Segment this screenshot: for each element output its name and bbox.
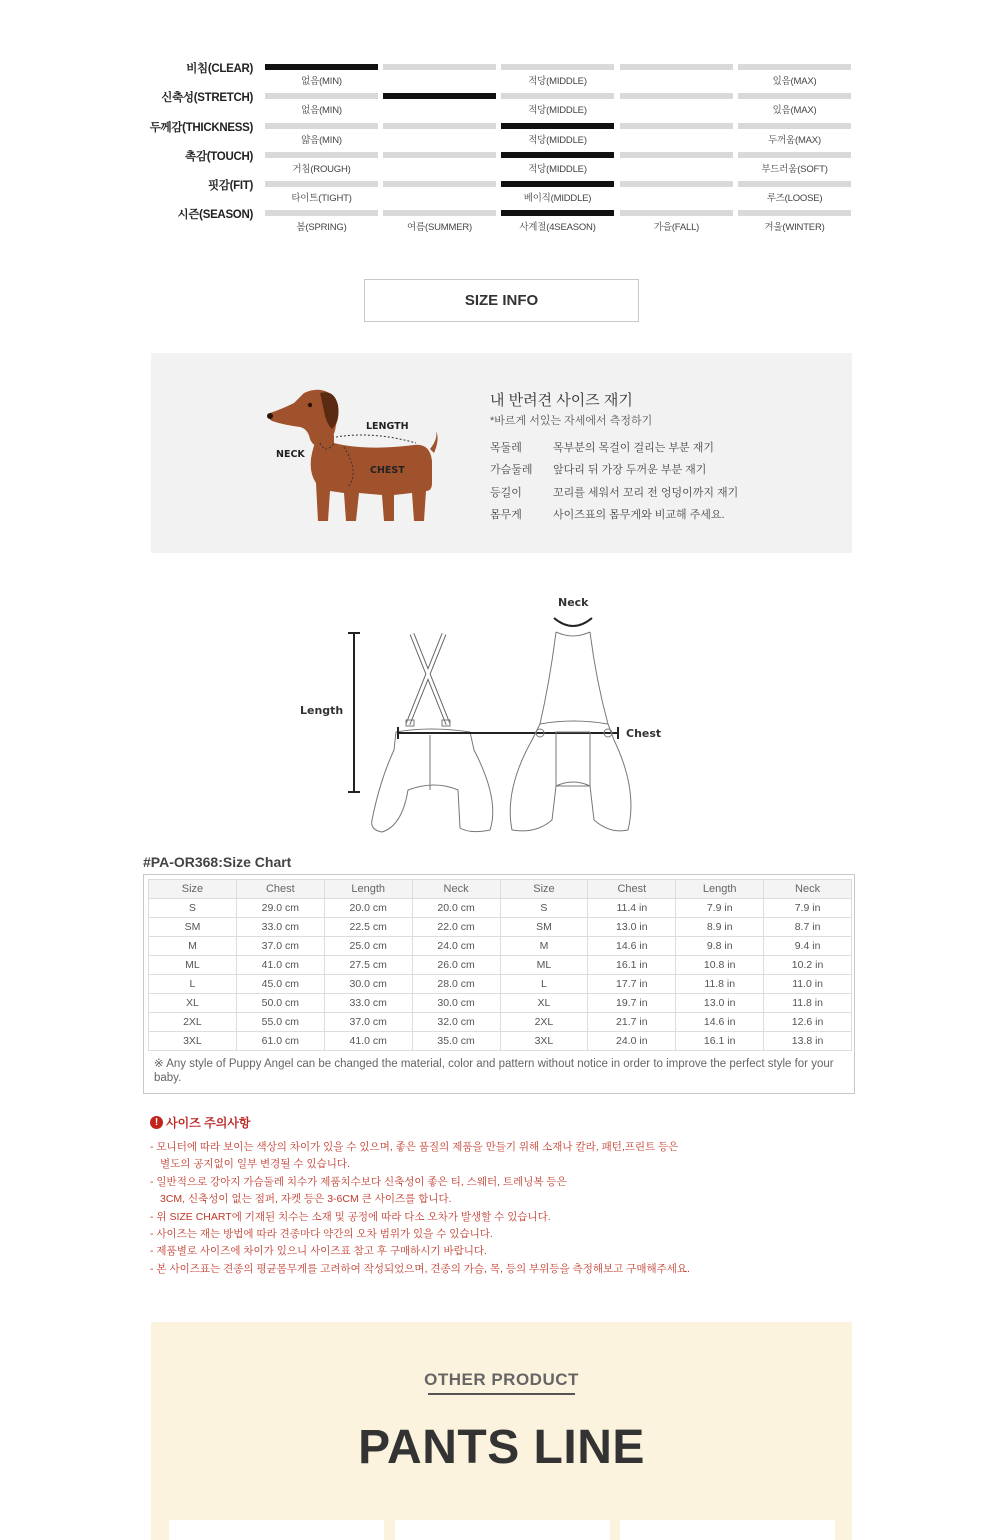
table-cell: 37.0 cm [236, 937, 324, 956]
attr-option: 적당(MIDDLE) [528, 134, 587, 146]
attr-option: 적당(MIDDLE) [528, 76, 587, 87]
table-cell: 25.0 cm [324, 937, 412, 956]
measure-guide [151, 353, 852, 553]
attr-label: 비침(CLEAR) [186, 63, 253, 75]
table-cell: 16.1 in [588, 956, 676, 975]
attr-row-touch [140, 146, 860, 175]
dog-neck-label: NECK [276, 449, 305, 460]
attr-seg [501, 181, 614, 187]
attr-option: 타이트(TIGHT) [291, 193, 352, 205]
overall-diagram-icon [290, 590, 680, 840]
product-card[interactable] [169, 1520, 384, 1540]
attr-label: 촉감(TOUCH) [185, 150, 253, 163]
attr-option: 겨울(WINTER) [764, 222, 825, 234]
table-cell: 45.0 cm [236, 975, 324, 994]
table-cell: 8.7 in [764, 918, 852, 937]
attr-option: 가을(FALL) [653, 222, 700, 234]
table-cell: 13.0 in [588, 918, 676, 937]
table-cell: 16.1 in [676, 1032, 764, 1051]
table-cell: 50.0 cm [236, 994, 324, 1013]
caution-title [150, 1114, 250, 1131]
attr-seg [265, 64, 378, 70]
table-cell: ML [149, 956, 237, 975]
measure-key: 등길이 [490, 487, 522, 499]
size-table [148, 879, 852, 1051]
table-cell: 33.0 cm [236, 918, 324, 937]
attr-option: 얇음(MIN) [301, 134, 342, 146]
table-header-cell: Neck [412, 880, 500, 899]
attr-seg [383, 210, 496, 216]
caution-line: 별도의 공지없이 일부 변경될 수 있습니다. [160, 1158, 350, 1170]
attr-seg [501, 152, 614, 158]
table-cell: ML [500, 956, 588, 975]
table-row [149, 918, 852, 937]
attr-seg [738, 93, 851, 99]
attr-seg [501, 210, 614, 216]
table-cell: 10.8 in [676, 956, 764, 975]
size-chart [143, 874, 855, 1094]
attr-option: 부드러움(SOFT) [761, 163, 828, 175]
table-cell: 37.0 cm [324, 1013, 412, 1032]
attr-option: 사계절(4SEASON) [519, 222, 596, 234]
attr-seg [620, 152, 733, 158]
table-cell: 21.7 in [588, 1013, 676, 1032]
table-header-cell: Length [324, 880, 412, 899]
attr-seg [265, 123, 378, 129]
measure-item-chest [490, 461, 706, 477]
attr-seg [738, 181, 851, 187]
attr-option: 봄(SPRING) [296, 222, 347, 234]
attr-option: 있음(MAX) [772, 76, 817, 87]
table-cell: 19.7 in [588, 994, 676, 1013]
table-cell: 55.0 cm [236, 1013, 324, 1032]
table-header-cell: Size [149, 880, 237, 899]
other-product-section [151, 1322, 852, 1540]
table-cell: L [149, 975, 237, 994]
measure-item-weight [490, 506, 725, 522]
table-cell: 7.9 in [676, 899, 764, 918]
other-product-title: PANTS LINE [358, 1421, 645, 1474]
caution-line: - 사이즈는 재는 방법에 따라 견종마다 약간의 오차 범위가 있을 수 있습니다. [150, 1228, 493, 1240]
table-cell: 27.5 cm [324, 956, 412, 975]
attr-row-stretch [140, 87, 860, 116]
table-cell: 61.0 cm [236, 1032, 324, 1051]
table-cell: 35.0 cm [412, 1032, 500, 1051]
table-cell: 29.0 cm [236, 899, 324, 918]
attr-option: 없음(MIN) [301, 76, 342, 87]
table-cell: 30.0 cm [324, 975, 412, 994]
table-cell: 20.0 cm [412, 899, 500, 918]
table-cell: 3XL [500, 1032, 588, 1051]
table-cell: 28.0 cm [412, 975, 500, 994]
attr-seg [265, 152, 378, 158]
attr-option: 여름(SUMMER) [407, 222, 472, 234]
table-cell: 41.0 cm [236, 956, 324, 975]
attr-option: 있음(MAX) [772, 105, 817, 117]
measure-desc: 앞다리 뒤 가장 두꺼운 부분 재기 [553, 464, 707, 476]
table-cell: 10.2 in [764, 956, 852, 975]
measure-item-neck [490, 439, 714, 455]
table-cell: XL [149, 994, 237, 1013]
table-cell: S [149, 899, 237, 918]
dog-illustration-icon [264, 383, 444, 528]
diagram-neck-label: Neck [558, 596, 589, 609]
attr-option: 루즈(LOOSE) [766, 193, 823, 205]
table-cell: 2XL [149, 1013, 237, 1032]
table-cell: S [500, 899, 588, 918]
attr-option: 베이직(MIDDLE) [523, 193, 592, 205]
table-cell: 17.7 in [588, 975, 676, 994]
attr-seg [265, 181, 378, 187]
table-cell: 13.0 in [676, 994, 764, 1013]
measure-key: 목둘레 [490, 442, 522, 454]
attr-option: 없음(MIN) [301, 105, 342, 117]
table-row [149, 899, 852, 918]
attr-seg [501, 64, 614, 70]
table-header-cell: Size [500, 880, 588, 899]
measure-key: 가슴둘레 [490, 464, 533, 476]
table-cell: 32.0 cm [412, 1013, 500, 1032]
measure-desc: 사이즈표의 몸무게와 비교해 주세요. [553, 509, 725, 521]
attr-seg [620, 210, 733, 216]
table-row [149, 994, 852, 1013]
other-product-subtitle: OTHER PRODUCT [424, 1370, 579, 1389]
table-cell: 11.8 in [676, 975, 764, 994]
caution-line: - 본 사이즈표는 견종의 평균몸무게를 고려하여 작성되었으며, 견종의 가슴, 목, 등의 부위등을 측정해보고 구매해주세요. [150, 1263, 690, 1275]
table-cell: 12.6 in [764, 1013, 852, 1032]
table-cell: 11.4 in [588, 899, 676, 918]
table-cell: 3XL [149, 1032, 237, 1051]
table-cell: 22.5 cm [324, 918, 412, 937]
table-header-cell: Length [676, 880, 764, 899]
table-cell: 7.9 in [764, 899, 852, 918]
diagram-chest-label: Chest [626, 727, 662, 740]
attr-seg [265, 93, 378, 99]
table-cell: 33.0 cm [324, 994, 412, 1013]
attr-row-fit [140, 175, 860, 204]
attr-row-clear [140, 58, 860, 87]
attr-row-thickness [140, 117, 860, 146]
attr-seg [738, 123, 851, 129]
table-row [149, 956, 852, 975]
attr-seg [620, 93, 733, 99]
measure-desc: 목부분의 목걸이 걸리는 부분 재기 [553, 442, 714, 454]
attr-seg [620, 181, 733, 187]
caution-line: - 일반적으로 강아지 가슴둘레 치수가 제품치수보다 신축성이 좋은 티, 스웨터, 트레닝복 등은 [150, 1176, 567, 1188]
table-cell: 24.0 in [588, 1032, 676, 1051]
dog-length-label: LENGTH [366, 421, 409, 432]
attr-seg [383, 123, 496, 129]
table-cell: 8.9 in [676, 918, 764, 937]
measure-item-back [490, 484, 738, 500]
attr-seg [620, 123, 733, 129]
table-cell: M [149, 937, 237, 956]
table-cell: 24.0 cm [412, 937, 500, 956]
size-info-button[interactable]: SIZE INFO [364, 279, 639, 322]
attribute-chart [140, 58, 860, 234]
attr-seg [738, 152, 851, 158]
caution-line: 3CM, 신축성이 없는 점퍼, 자켓 등은 3-6CM 큰 사이즈를 합니다. [160, 1193, 452, 1205]
measure-desc: 꼬리를 세워서 꼬리 전 엉덩이까지 재기 [553, 487, 739, 499]
attr-seg [501, 123, 614, 129]
attr-label: 시즌(SEASON) [177, 209, 253, 222]
table-cell: 14.6 in [676, 1013, 764, 1032]
attr-option: 거침(ROUGH) [292, 163, 351, 175]
table-cell: 41.0 cm [324, 1032, 412, 1051]
table-cell: 11.0 in [764, 975, 852, 994]
divider [428, 1393, 575, 1395]
attr-seg [265, 210, 378, 216]
measure-subtitle: *바르게 서있는 자세에서 측정하기 [490, 415, 653, 427]
size-table-header [149, 880, 852, 899]
table-row [149, 1032, 852, 1051]
attr-seg [383, 152, 496, 158]
attr-seg [620, 64, 733, 70]
attr-seg [738, 210, 851, 216]
attr-label: 두께감(THICKNESS) [149, 121, 253, 134]
attr-seg [738, 64, 851, 70]
table-header-cell: Neck [764, 880, 852, 899]
product-card[interactable] [620, 1520, 835, 1540]
caution-line: - 모니터에 따라 보이는 색상의 차이가 있을 수 있으며, 좋은 품질의 제품을 만들기 위해 소재나 칼라, 패턴,프린트 등은 [150, 1141, 679, 1153]
table-cell: 2XL [500, 1013, 588, 1032]
table-cell: SM [149, 918, 237, 937]
caution-line: - 제품별로 사이즈에 차이가 있으니 사이즈표 참고 후 구매하시기 바랍니다. [150, 1245, 487, 1257]
measure-title: 내 반려견 사이즈 재기 [490, 392, 633, 409]
table-cell: 22.0 cm [412, 918, 500, 937]
warning-icon: ! [150, 1116, 163, 1129]
attr-label: 핏감(FIT) [207, 180, 253, 193]
table-cell: 13.8 in [764, 1032, 852, 1051]
table-row [149, 975, 852, 994]
table-cell: 14.6 in [588, 937, 676, 956]
table-cell: SM [500, 918, 588, 937]
diagram-length-label: Length [300, 704, 344, 717]
table-cell: L [500, 975, 588, 994]
table-cell: 11.8 in [764, 994, 852, 1013]
attr-seg [383, 181, 496, 187]
table-cell: 26.0 cm [412, 956, 500, 975]
product-card[interactable] [395, 1520, 610, 1540]
size-chart-title: #PA-OR368:Size Chart [143, 854, 292, 870]
attr-label: 신축성(STRETCH) [161, 92, 253, 105]
size-chart-note: ※ Any style of Puppy Angel can be changed the material, color and pattern without notice in order to improve the perfect style for your baby. [154, 1058, 834, 1084]
table-cell: 20.0 cm [324, 899, 412, 918]
table-cell: XL [500, 994, 588, 1013]
attr-option: 두꺼움(MAX) [768, 134, 821, 146]
table-cell: 9.4 in [764, 937, 852, 956]
attr-row-season [140, 204, 860, 233]
size-table-body [149, 899, 852, 1051]
measure-key: 몸무게 [490, 509, 522, 521]
table-header-cell: Chest [588, 880, 676, 899]
table-cell: 9.8 in [676, 937, 764, 956]
table-row [149, 1013, 852, 1032]
attr-option: 적당(MIDDLE) [528, 105, 587, 117]
attr-option: 적당(MIDDLE) [528, 163, 587, 175]
dog-chest-label: CHEST [370, 465, 405, 476]
caution-title-text: 사이즈 주의사항 [166, 1116, 251, 1130]
table-header-cell: Chest [236, 880, 324, 899]
attr-seg [383, 64, 496, 70]
table-cell: M [500, 937, 588, 956]
table-cell: 30.0 cm [412, 994, 500, 1013]
attr-seg [501, 93, 614, 99]
table-row [149, 937, 852, 956]
caution-line: - 위 SIZE CHART에 기재된 치수는 소재 및 공정에 따라 다소 오차가 발생할 수 있습니다. [150, 1211, 551, 1223]
attr-seg [383, 93, 496, 99]
